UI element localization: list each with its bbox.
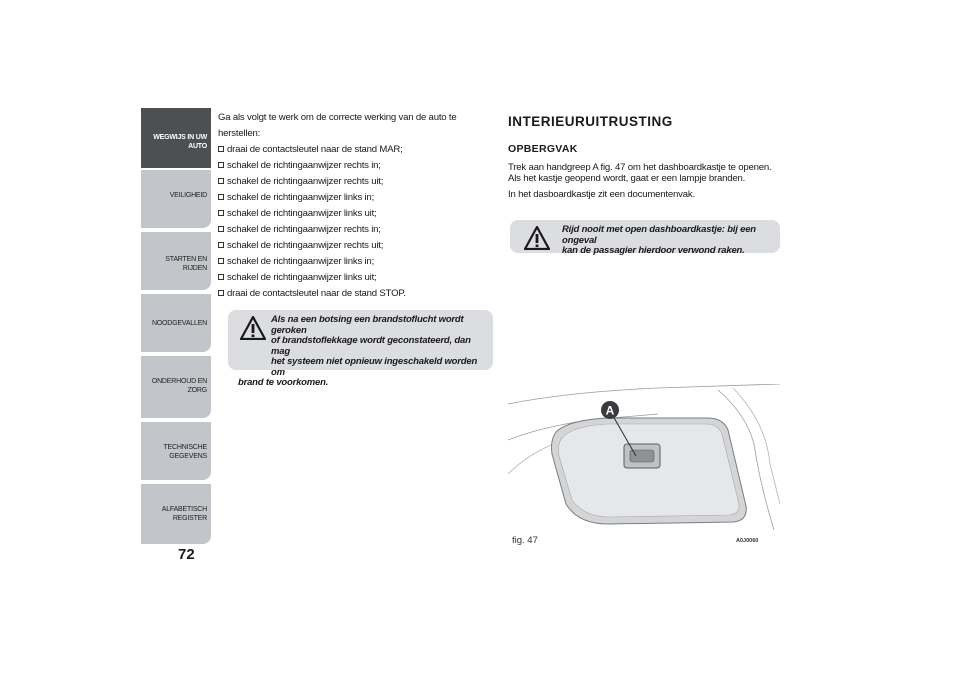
checkbox-bullet-icon bbox=[218, 162, 224, 168]
warning-line-2: of brandstoflekkage wordt geconstateerd, dan mag bbox=[271, 335, 471, 357]
warning-line-4: brand te voorkomen. bbox=[238, 377, 329, 388]
list-item bbox=[218, 158, 498, 174]
warning-line-2: kan de passagier hierdoor verwond raken. bbox=[562, 245, 745, 256]
warning-triangle-icon bbox=[240, 316, 266, 340]
step-text: schakel de richtingaanwijzer links in; bbox=[227, 192, 375, 203]
list-item bbox=[218, 270, 498, 286]
step-text: schakel de richtingaanwijzer links uit; bbox=[227, 208, 377, 219]
sidebar-item-starten-en-rijden[interactable]: STARTEN EN RIJDEN bbox=[141, 232, 211, 290]
list-item bbox=[218, 190, 498, 206]
step-text: schakel de richtingaanwijzer rechts uit; bbox=[227, 240, 384, 251]
step-list bbox=[218, 142, 498, 302]
sidebar-item-onderhoud-en-zorg[interactable]: ONDERHOUD EN ZORG bbox=[141, 356, 211, 418]
checkbox-bullet-icon bbox=[218, 242, 224, 248]
list-item bbox=[218, 286, 498, 302]
warning-line-1: Als na een botsing een brandstoflucht wordt geroken bbox=[271, 314, 464, 336]
step-text: schakel de richtingaanwijzer rechts uit; bbox=[227, 176, 384, 187]
left-column bbox=[218, 110, 498, 302]
step-text: schakel de richtingaanwijzer links in; bbox=[227, 256, 375, 267]
subsection-heading: OPBERGVAK bbox=[508, 143, 578, 155]
warning-line-3: het systeem niet opnieuw ingeschakeld worden om bbox=[271, 356, 478, 378]
checkbox-bullet-icon bbox=[218, 274, 224, 280]
intro-text: Ga als volgt te werk om de correcte werking van de auto te herstellen: bbox=[218, 112, 457, 139]
list-item bbox=[218, 142, 498, 158]
warning-triangle-icon bbox=[524, 226, 550, 250]
sidebar-item-noodgevallen[interactable]: NOODGEVALLEN bbox=[141, 294, 211, 352]
list-item bbox=[218, 174, 498, 190]
step-text: draai de contactsleutel naar de stand STOP. bbox=[227, 288, 406, 299]
step-text: schakel de richtingaanwijzer rechts in; bbox=[227, 160, 381, 171]
list-item bbox=[218, 222, 498, 238]
body-text-line-1: Trek aan handgreep A fig. 47 om het dashboardkastje te openen. bbox=[508, 162, 772, 173]
callout-label: A bbox=[605, 403, 615, 418]
body-text-line-3: In het dasboardkastje zit een documentenvak. bbox=[508, 189, 695, 200]
glovebox-drawing bbox=[508, 384, 780, 530]
sidebar-item-alfabetisch-register[interactable]: ALFABETISCH REGISTER bbox=[141, 484, 211, 544]
checkbox-bullet-icon bbox=[218, 210, 224, 216]
body-text-line-2: Als het kastje geopend wordt, gaat er een lampje branden. bbox=[508, 173, 746, 184]
warning-line-1: Rijd nooit met open dashboardkastje: bij een ongeval bbox=[562, 224, 756, 246]
checkbox-bullet-icon bbox=[218, 258, 224, 264]
step-text: schakel de richtingaanwijzer rechts in; bbox=[227, 224, 381, 235]
checkbox-bullet-icon bbox=[218, 178, 224, 184]
glovebox-warning-box bbox=[510, 220, 780, 256]
sidebar-item-wegwijs[interactable]: WEGWIJS IN UW AUTO bbox=[141, 108, 211, 168]
checkbox-bullet-icon bbox=[218, 226, 224, 232]
list-item bbox=[218, 206, 498, 222]
glovebox-illustration bbox=[508, 384, 780, 530]
page-number: 72 bbox=[178, 546, 195, 563]
list-item bbox=[218, 238, 498, 254]
step-text: schakel de richtingaanwijzer links uit; bbox=[227, 272, 377, 283]
fuel-warning-box bbox=[228, 310, 493, 388]
sidebar-item-technische-gegevens[interactable]: TECHNISCHE GEGEVENS bbox=[141, 422, 211, 480]
figure-label: fig. 47 bbox=[512, 535, 538, 546]
list-item bbox=[218, 254, 498, 270]
checkbox-bullet-icon bbox=[218, 194, 224, 200]
section-heading: INTERIEURUITRUSTING bbox=[508, 114, 673, 129]
step-text: draai de contactsleutel naar de stand MAR; bbox=[227, 144, 403, 155]
sidebar-item-veiligheid[interactable]: VEILIGHEID bbox=[141, 170, 211, 228]
checkbox-bullet-icon bbox=[218, 290, 224, 296]
figure-code: A0J0060 bbox=[736, 538, 759, 544]
checkbox-bullet-icon bbox=[218, 146, 224, 152]
chapter-sidebar bbox=[141, 108, 211, 544]
